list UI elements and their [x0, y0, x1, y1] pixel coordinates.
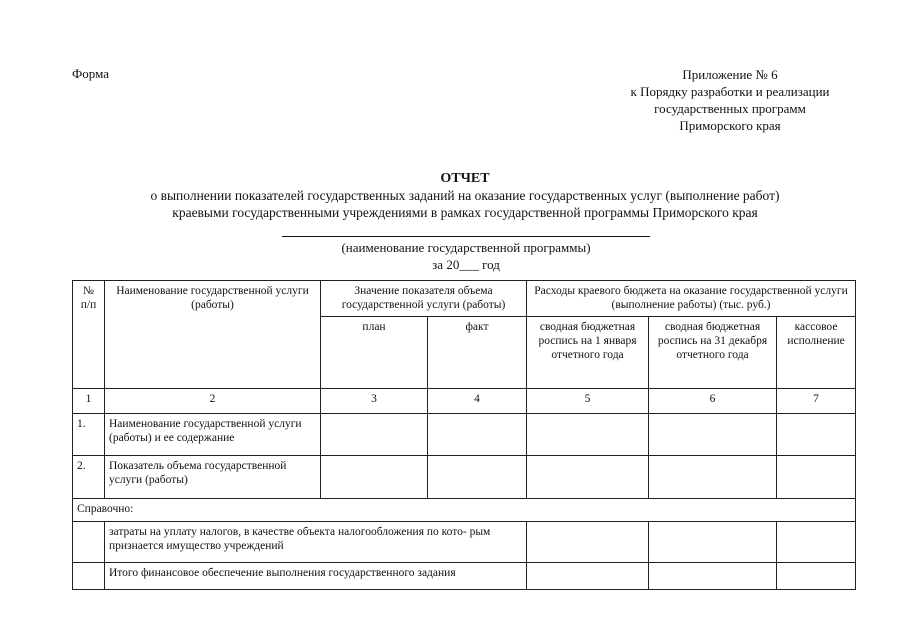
header-budget-dec: сводная бюджетная роспись на 31 декабря отчетного года	[649, 317, 777, 389]
column-number: 6	[649, 389, 777, 414]
empty-cell	[527, 414, 649, 456]
report-title	[60, 170, 870, 221]
header-plan: план	[321, 317, 428, 389]
empty-cell	[777, 414, 856, 456]
header-indicator-value: Значение показателя объема государственной услуги (работы)	[321, 281, 527, 317]
empty-cell	[321, 456, 428, 499]
header-budget-jan: сводная бюджетная роспись на 1 января отчетного года	[527, 317, 649, 389]
total-financing-label: Итого финансовое обеспечение выполнения государственного задания	[105, 563, 527, 590]
column-number: 7	[777, 389, 856, 414]
reference-label: Справочно:	[73, 499, 856, 522]
column-number: 1	[73, 389, 105, 414]
appendix-line-3: государственных программ	[654, 101, 806, 116]
row-label: Наименование государственной услуги (работы) и ее содержание	[105, 414, 321, 456]
empty-cell	[527, 522, 649, 563]
program-caption: (наименование государственной программы)	[341, 240, 591, 255]
appendix-line-2: к Порядку разработки и реализации	[630, 84, 830, 99]
empty-cell	[649, 414, 777, 456]
tax-costs-label: затраты на уплату налогов, в качестве объекта налогообложения по кото- рым признается имущество учреждений	[105, 522, 527, 563]
report-heading: ОТЧЕТ	[440, 171, 490, 186]
column-number: 5	[527, 389, 649, 414]
header-fact: факт	[428, 317, 527, 389]
form-label: Форма	[72, 66, 109, 81]
row-label: Показатель объема государственной услуги (работы)	[105, 456, 321, 499]
header-expenses: Расходы краевого бюджета на оказание государственной услуги (выполнение работы) (тыс. руб.)	[527, 281, 856, 317]
empty-cell	[428, 414, 527, 456]
column-number: 3	[321, 389, 428, 414]
header-num: № п/п	[73, 281, 105, 389]
report-table	[72, 280, 856, 590]
year-line: за 20___ год	[432, 257, 500, 272]
table-row	[73, 563, 856, 590]
empty-cell	[73, 522, 105, 563]
empty-cell	[321, 414, 428, 456]
header-service-name: Наименование государственной услуги (работы)	[105, 281, 321, 389]
report-title-line-1: о выполнении показателей государственных заданий на оказание государственных услуг (выполнение работ)	[150, 188, 780, 203]
column-number: 2	[105, 389, 321, 414]
table-row	[73, 456, 856, 499]
table-row	[73, 499, 856, 522]
appendix-line-4: Приморского края	[679, 118, 781, 133]
column-number: 4	[428, 389, 527, 414]
row-num: 1.	[73, 414, 105, 456]
empty-cell	[527, 456, 649, 499]
empty-cell	[527, 563, 649, 590]
empty-cell	[777, 563, 856, 590]
empty-cell	[649, 563, 777, 590]
header-cash: кассовое исполнение	[777, 317, 856, 389]
empty-cell	[649, 456, 777, 499]
row-num: 2.	[73, 456, 105, 499]
table-row	[73, 414, 856, 456]
empty-cell	[777, 456, 856, 499]
table-row	[73, 522, 856, 563]
appendix-line-1: Приложение № 6	[682, 67, 778, 82]
report-title-line-2: краевыми государственными учреждениями в рамках государственной программы Приморского края	[172, 205, 758, 220]
program-name-blank-line	[282, 236, 650, 237]
empty-cell	[649, 522, 777, 563]
empty-cell	[73, 563, 105, 590]
empty-cell	[777, 522, 856, 563]
empty-cell	[428, 456, 527, 499]
program-caption-block	[282, 239, 650, 273]
appendix-reference	[600, 66, 860, 134]
